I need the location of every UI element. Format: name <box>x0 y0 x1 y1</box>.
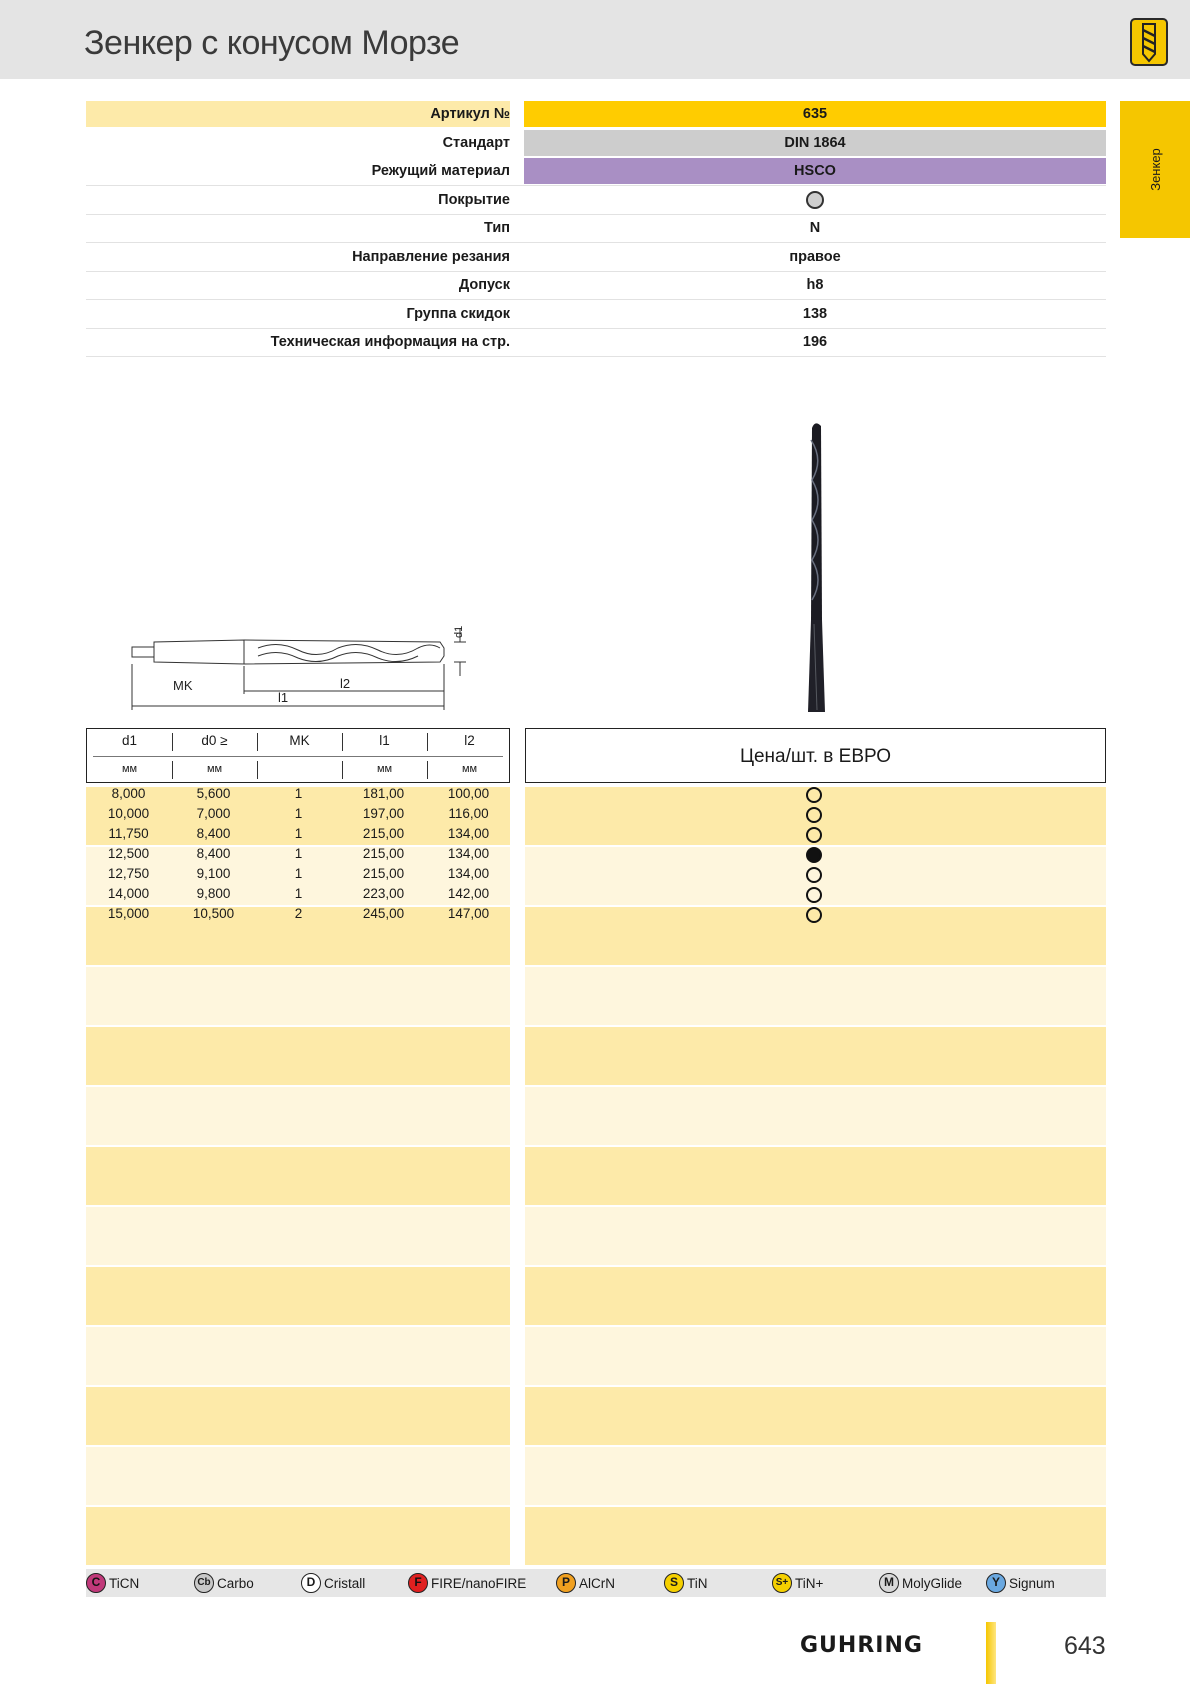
cell-l2: 116,00 <box>448 806 489 821</box>
spec-row-article <box>86 101 1106 129</box>
table-stripe <box>525 1507 1106 1565</box>
cell-l1: 245,00 <box>362 906 405 921</box>
uncoated-icon <box>806 191 824 209</box>
legend-item-cristall <box>301 1573 365 1593</box>
spec-value-direction: правое <box>789 249 841 265</box>
cell-d1: 10,000 <box>107 806 150 821</box>
spec-label: Стандарт <box>442 135 510 151</box>
price-header: Цена/шт. в ЕВРО <box>739 746 892 767</box>
spec-value-standard: DIN 1864 <box>524 130 1106 156</box>
spec-label: Режущий материал <box>371 163 510 179</box>
column-header-l1: l1 <box>379 733 390 748</box>
footer-accent-bar <box>986 1622 996 1684</box>
column-header-mk: MK <box>289 733 310 748</box>
table-stripe <box>525 1447 1106 1505</box>
cell-mk: 1 <box>294 886 303 901</box>
cell-mk: 2 <box>294 906 303 921</box>
page-number: 643 <box>1064 1632 1106 1660</box>
table-stripe <box>525 1147 1106 1205</box>
spec-row-direction <box>86 244 1106 272</box>
cell-l1: 215,00 <box>362 866 405 881</box>
legend-label: Signum <box>1009 1575 1055 1591</box>
cell-l2: 134,00 <box>447 846 490 861</box>
cell-d1: 15,000 <box>107 906 150 921</box>
spec-label: Покрытие <box>438 192 510 208</box>
section-tab-label: Зенкер <box>1147 148 1163 191</box>
cell-d0: 8,400 <box>196 826 231 841</box>
legend-label: TiN <box>687 1575 708 1591</box>
price-table-header <box>525 728 1106 783</box>
spec-label: Тип <box>484 220 510 236</box>
coating-c-icon: C <box>86 1573 106 1593</box>
legend-item-ticn <box>86 1573 139 1593</box>
table-stripe <box>525 967 1106 1025</box>
legend-item-molyglide <box>879 1573 962 1593</box>
cell-l2: 134,00 <box>447 826 490 841</box>
table-stripe <box>525 1267 1106 1325</box>
brand-logo: GUHRING <box>800 1633 923 1658</box>
cell-mk: 1 <box>294 866 303 881</box>
availability-open-icon[interactable] <box>806 867 822 883</box>
spec-label: Артикул № <box>86 101 510 127</box>
availability-open-icon[interactable] <box>806 807 822 823</box>
table-row[interactable] <box>86 784 510 804</box>
cell-d1: 14,000 <box>107 886 150 901</box>
table-stripe <box>86 1087 510 1145</box>
table-stripe <box>86 1207 510 1265</box>
cell-l1: 181,00 <box>362 786 405 801</box>
coating-cb-icon: Cb <box>194 1573 214 1593</box>
cell-d0: 8,400 <box>196 846 231 861</box>
coating-s-plus-icon: S+ <box>772 1573 792 1593</box>
cell-l1: 215,00 <box>362 846 405 861</box>
legend-label: AlCrN <box>579 1575 615 1591</box>
drawing-label-d1: d1 <box>453 625 465 638</box>
legend-label: MolyGlide <box>902 1575 963 1591</box>
table-stripe <box>86 1447 510 1505</box>
cell-d0: 9,800 <box>196 886 231 901</box>
availability-filled-icon[interactable] <box>806 847 822 863</box>
cell-d0: 9,100 <box>196 866 231 881</box>
legend-item-fire <box>408 1573 526 1593</box>
drawing-label-l2: l2 <box>340 676 351 691</box>
cell-l1: 223,00 <box>362 886 405 901</box>
drawing-label-l1: l1 <box>278 690 289 705</box>
legend-label: Cristall <box>324 1575 366 1591</box>
drawing-label-mk: MK <box>173 678 193 693</box>
table-stripe <box>86 1147 510 1205</box>
cell-l2: 100,00 <box>447 786 490 801</box>
spec-label: Группа скидок <box>406 306 510 322</box>
spec-value-tolerance: h8 <box>806 277 824 293</box>
cell-d0: 7,000 <box>196 806 231 821</box>
availability-open-icon[interactable] <box>806 827 822 843</box>
spec-row-discount <box>86 301 1106 329</box>
cell-mk: 1 <box>294 806 303 821</box>
section-tab[interactable] <box>1120 101 1190 238</box>
cell-mk: 1 <box>294 826 303 841</box>
table-stripe <box>86 1387 510 1445</box>
tool-photo <box>790 420 846 720</box>
legend-item-alcrn <box>556 1573 615 1593</box>
coating-m-icon: M <box>879 1573 899 1593</box>
unit-d0: мм <box>206 763 223 775</box>
spec-value-article: 635 <box>524 101 1106 127</box>
availability-open-icon[interactable] <box>806 787 822 803</box>
table-stripe <box>86 967 510 1025</box>
table-stripe <box>525 1027 1106 1085</box>
unit-l2: мм <box>461 763 478 775</box>
cell-mk: 1 <box>294 846 303 861</box>
drill-category-icon <box>1130 18 1168 66</box>
spec-row-techinfo <box>86 329 1106 357</box>
page-title: Зенкер с конусом Морзе <box>84 24 460 62</box>
table-stripe <box>525 1087 1106 1145</box>
table-stripe <box>86 1027 510 1085</box>
cell-d0: 5,600 <box>196 786 231 801</box>
table-stripe <box>525 1327 1106 1385</box>
availability-open-icon[interactable] <box>806 887 822 903</box>
legend-item-carbo <box>194 1573 254 1593</box>
column-header-d0: d0 ≥ <box>201 733 228 748</box>
spec-row-standard <box>86 130 1106 158</box>
legend-item-tin-plus <box>772 1573 823 1593</box>
spec-row-type <box>86 215 1106 243</box>
table-row[interactable] <box>86 864 510 884</box>
cell-d1: 8,000 <box>111 786 146 801</box>
cell-l1: 215,00 <box>362 826 405 841</box>
unit-l1: мм <box>376 763 393 775</box>
table-stripe <box>86 1507 510 1565</box>
spec-value-discount: 138 <box>802 306 828 322</box>
coating-d-icon: D <box>301 1573 321 1593</box>
table-stripe <box>525 1207 1106 1265</box>
spec-value-techinfo[interactable]: 196 <box>802 334 828 350</box>
availability-open-icon[interactable] <box>806 907 822 923</box>
spec-value-coating <box>524 187 1106 213</box>
legend-label: FIRE/nanoFIRE <box>431 1575 527 1591</box>
spec-value-type: N <box>809 220 821 236</box>
coating-s-icon: S <box>664 1573 684 1593</box>
cell-l2: 142,00 <box>447 886 490 901</box>
column-header-l2: l2 <box>464 733 475 748</box>
table-row[interactable] <box>86 884 510 904</box>
column-header-d1: d1 <box>121 733 138 748</box>
cell-d0: 10,500 <box>192 906 235 921</box>
spec-label: Направление резания <box>352 249 510 265</box>
legend-label: Carbo <box>217 1575 254 1591</box>
table-row[interactable] <box>86 844 510 864</box>
table-row[interactable] <box>86 824 510 844</box>
cell-d1: 12,750 <box>107 866 150 881</box>
coating-y-icon: Y <box>986 1573 1006 1593</box>
cell-l2: 147,00 <box>447 906 490 921</box>
spec-label: Допуск <box>458 277 510 293</box>
legend-item-signum <box>986 1573 1055 1593</box>
coating-f-icon: F <box>408 1573 428 1593</box>
dimensions-table-header <box>86 728 510 783</box>
unit-d1: мм <box>121 763 138 775</box>
technical-drawing <box>118 618 478 718</box>
table-row[interactable] <box>86 904 510 924</box>
spec-value-material: HSCO <box>524 158 1106 184</box>
legend-item-tin <box>664 1573 708 1593</box>
cell-d1: 12,500 <box>107 846 150 861</box>
table-stripe <box>525 1387 1106 1445</box>
spec-row-coating <box>86 187 1106 215</box>
coating-legend <box>86 1569 1106 1597</box>
table-row[interactable] <box>86 804 510 824</box>
table-stripe <box>86 1267 510 1325</box>
cell-l1: 197,00 <box>362 806 405 821</box>
table-stripe <box>86 1327 510 1385</box>
legend-label: TiN+ <box>795 1575 824 1591</box>
spec-label: Техническая информация на стр. <box>270 334 510 350</box>
cell-mk: 1 <box>294 786 303 801</box>
legend-label: TiCN <box>109 1575 140 1591</box>
cell-l2: 134,00 <box>447 866 490 881</box>
spec-row-material <box>86 158 1106 186</box>
spec-row-tolerance <box>86 272 1106 300</box>
coating-p-icon: P <box>556 1573 576 1593</box>
cell-d1: 11,750 <box>108 826 149 841</box>
